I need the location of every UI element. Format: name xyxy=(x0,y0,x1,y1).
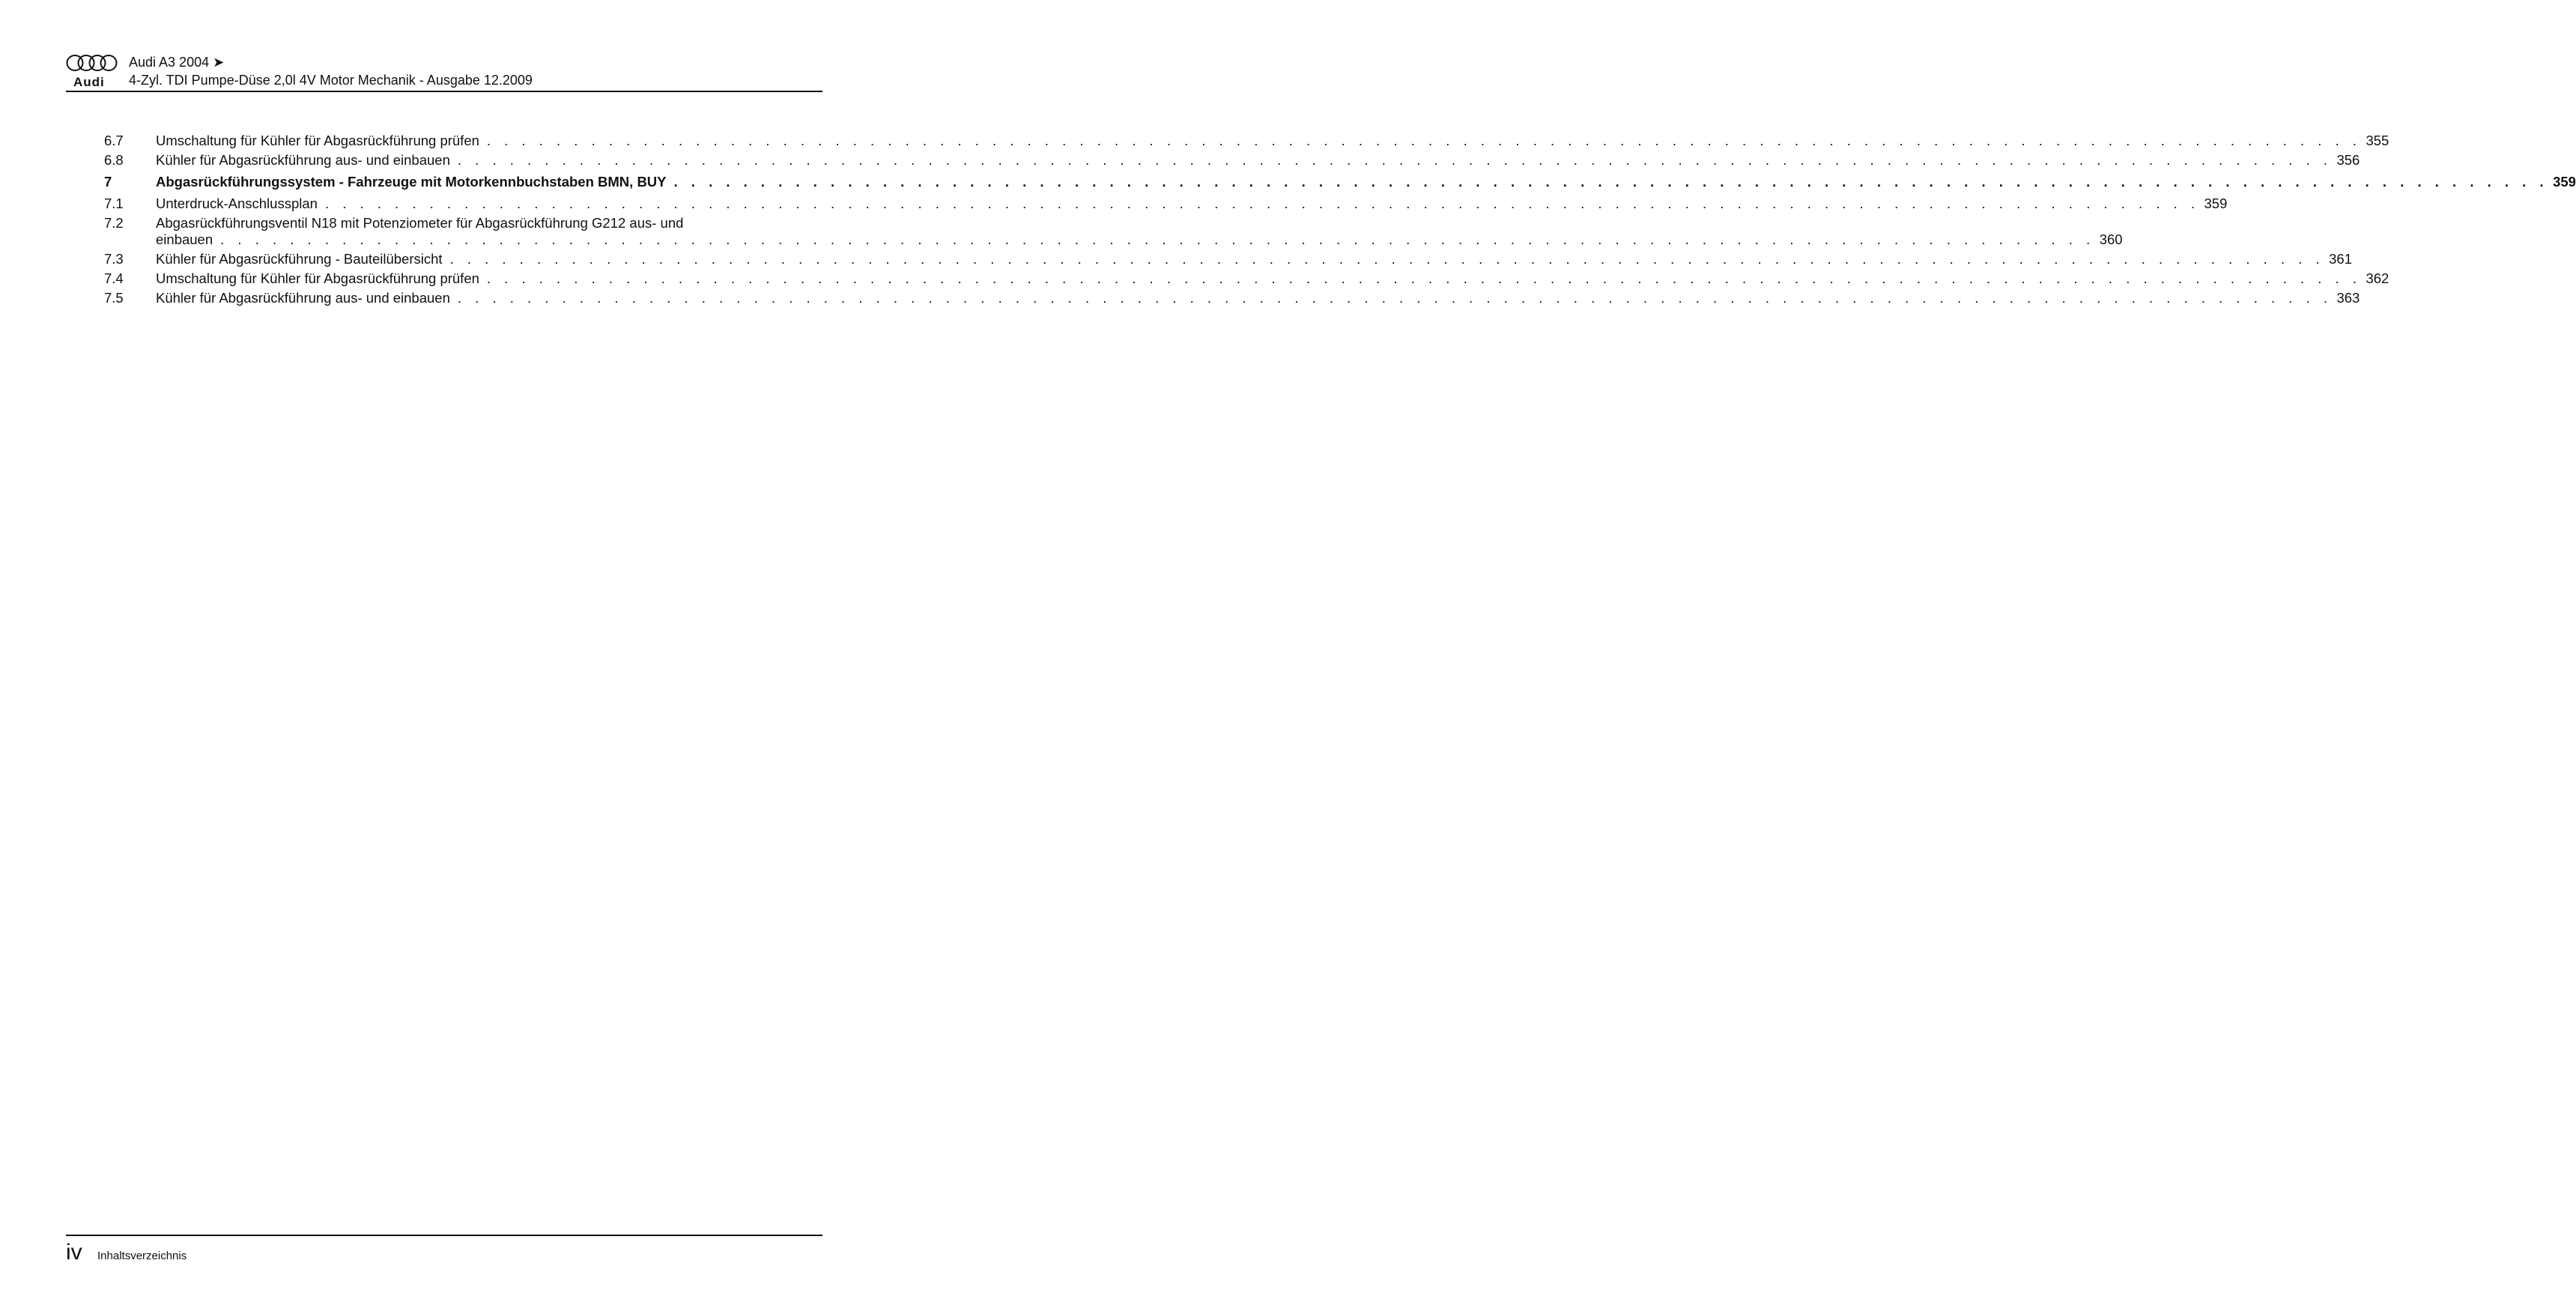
toc-number: 7 xyxy=(104,174,112,190)
footer-divider xyxy=(66,1235,822,1236)
toc-leader-dots: . . . . . . . . . . . . . . . . . . . . . . . . . . . . . . . . . . . . . . . . . . . . . . . . . . . . . . . . . . . . . . . . . . . . . . . . . . . . . . . . . . . . . . . . . . . . . . . . . . . . . . . . . . . . xyxy=(449,251,2325,267)
table-of-contents xyxy=(104,131,2576,308)
toc-entry-7-2[interactable] xyxy=(104,214,2123,249)
toc-page-number: 359 xyxy=(2553,174,2576,190)
toc-leader-dots: . . . . . . . . . . . . . . . . . . . . . . . . . . . . . . . . . . . . . . . . . . . . . . . . . . . . . . . . . . . . . . . . . . . . . . . . . . . . . . . . . . . . . . . . . . . . . . . . . . . . . . . . . . . . xyxy=(457,152,2333,168)
toc-entry-7-3[interactable] xyxy=(104,249,2353,269)
toc-number: 7.5 xyxy=(104,290,124,306)
toc-title: Umschaltung für Kühler für Abgasrückführung prüfen xyxy=(156,133,479,148)
audi-rings-icon xyxy=(66,54,118,72)
toc-title: Kühler für Abgasrückführung aus- und einbauen xyxy=(156,290,450,306)
toc-chapter-7[interactable] xyxy=(104,170,2576,194)
toc-leader-dots: . . . . . . . . . . . . . . . . . . . . . . . . . . . . . . . . . . . . . . . . . . . . . . . . . . . . . . . . . . . . . . . . . . . . . . . . . . . . . . . . . . . . . . . . . . . . . . . . . . . . . . . . . . . . xyxy=(673,174,2549,190)
toc-leader-dots: . . . . . . . . . . . . . . . . . . . . . . . . . . . . . . . . . . . . . . . . . . . . . . . . . . . . . . . . . . . . . . . . . . . . . . . . . . . . . . . . . . . . . . . . . . . . . . . . . . . . . . . . . . . . xyxy=(220,231,2095,247)
toc-title-line2: einbauen xyxy=(156,231,213,247)
toc-entry-6-7[interactable] xyxy=(104,131,2389,151)
toc-entry-6-8[interactable] xyxy=(104,151,2360,170)
footer-page-number: iv xyxy=(66,1240,82,1265)
toc-title: Umschaltung für Kühler für Abgasrückführung prüfen xyxy=(156,270,479,286)
toc-number: 7.2 xyxy=(104,215,124,231)
footer-section-title: Inhaltsverzeichnis xyxy=(97,1250,187,1262)
toc-page-number: 360 xyxy=(2099,231,2123,247)
toc-number: 7.4 xyxy=(104,270,124,286)
toc-page-number: 355 xyxy=(2366,133,2389,148)
toc-title-line1: Abgasrückführungsventil N18 mit Potenziometer für Abgasrückführung G212 aus- und xyxy=(156,215,684,231)
toc-page-number: 362 xyxy=(2366,270,2389,286)
toc-leader-dots: . . . . . . . . . . . . . . . . . . . . . . . . . . . . . . . . . . . . . . . . . . . . . . . . . . . . . . . . . . . . . . . . . . . . . . . . . . . . . . . . . . . . . . . . . . . . . . . . . . . . . . . . . . . . xyxy=(486,270,2362,286)
toc-title: Kühler für Abgasrückführung - Bauteilübersicht xyxy=(156,251,443,267)
page-header xyxy=(66,52,822,93)
toc-leader-dots: . . . . . . . . . . . . . . . . . . . . . . . . . . . . . . . . . . . . . . . . . . . . . . . . . . . . . . . . . . . . . . . . . . . . . . . . . . . . . . . . . . . . . . . . . . . . . . . . . . . . . . . . . . . . xyxy=(486,133,2362,148)
toc-page-number: 359 xyxy=(2204,196,2228,211)
toc-entry-7-1[interactable] xyxy=(104,194,2228,214)
toc-leader-dots: . . . . . . . . . . . . . . . . . . . . . . . . . . . . . . . . . . . . . . . . . . . . . . . . . . . . . . . . . . . . . . . . . . . . . . . . . . . . . . . . . . . . . . . . . . . . . . . . . . . . . . . . . . . . xyxy=(457,290,2333,306)
toc-number: 7.3 xyxy=(104,251,124,267)
header-divider xyxy=(66,91,822,92)
toc-leader-dots: . . . . . . . . . . . . . . . . . . . . . . . . . . . . . . . . . . . . . . . . . . . . . . . . . . . . . . . . . . . . . . . . . . . . . . . . . . . . . . . . . . . . . . . . . . . . . . . . . . . . . . . . . . . . xyxy=(324,196,2200,211)
toc-page-number: 356 xyxy=(2336,152,2360,168)
toc-title: Kühler für Abgasrückführung aus- und einbauen xyxy=(156,152,450,168)
toc-number: 6.8 xyxy=(104,152,124,168)
toc-title: Unterdruck-Anschlussplan xyxy=(156,196,318,211)
toc-page-number: 363 xyxy=(2336,290,2360,306)
toc-entry-7-4[interactable] xyxy=(104,269,2389,288)
audi-logo xyxy=(66,54,118,88)
toc-entry-7-5[interactable] xyxy=(104,288,2360,308)
toc-title: Abgasrückführungssystem - Fahrzeuge mit Motorkennbuchstaben BMN, BUY xyxy=(156,174,667,190)
header-subtitle: 4-Zyl. TDI Pumpe-Düse 2,0l 4V Motor Mechanik - Ausgabe 12.2009 xyxy=(129,73,533,88)
audi-wordmark: Audi xyxy=(73,75,105,89)
toc-number: 6.7 xyxy=(104,133,124,148)
toc-number: 7.1 xyxy=(104,196,124,211)
toc-page-number: 361 xyxy=(2329,251,2353,267)
header-model: Audi A3 2004 ➤ xyxy=(129,55,225,70)
